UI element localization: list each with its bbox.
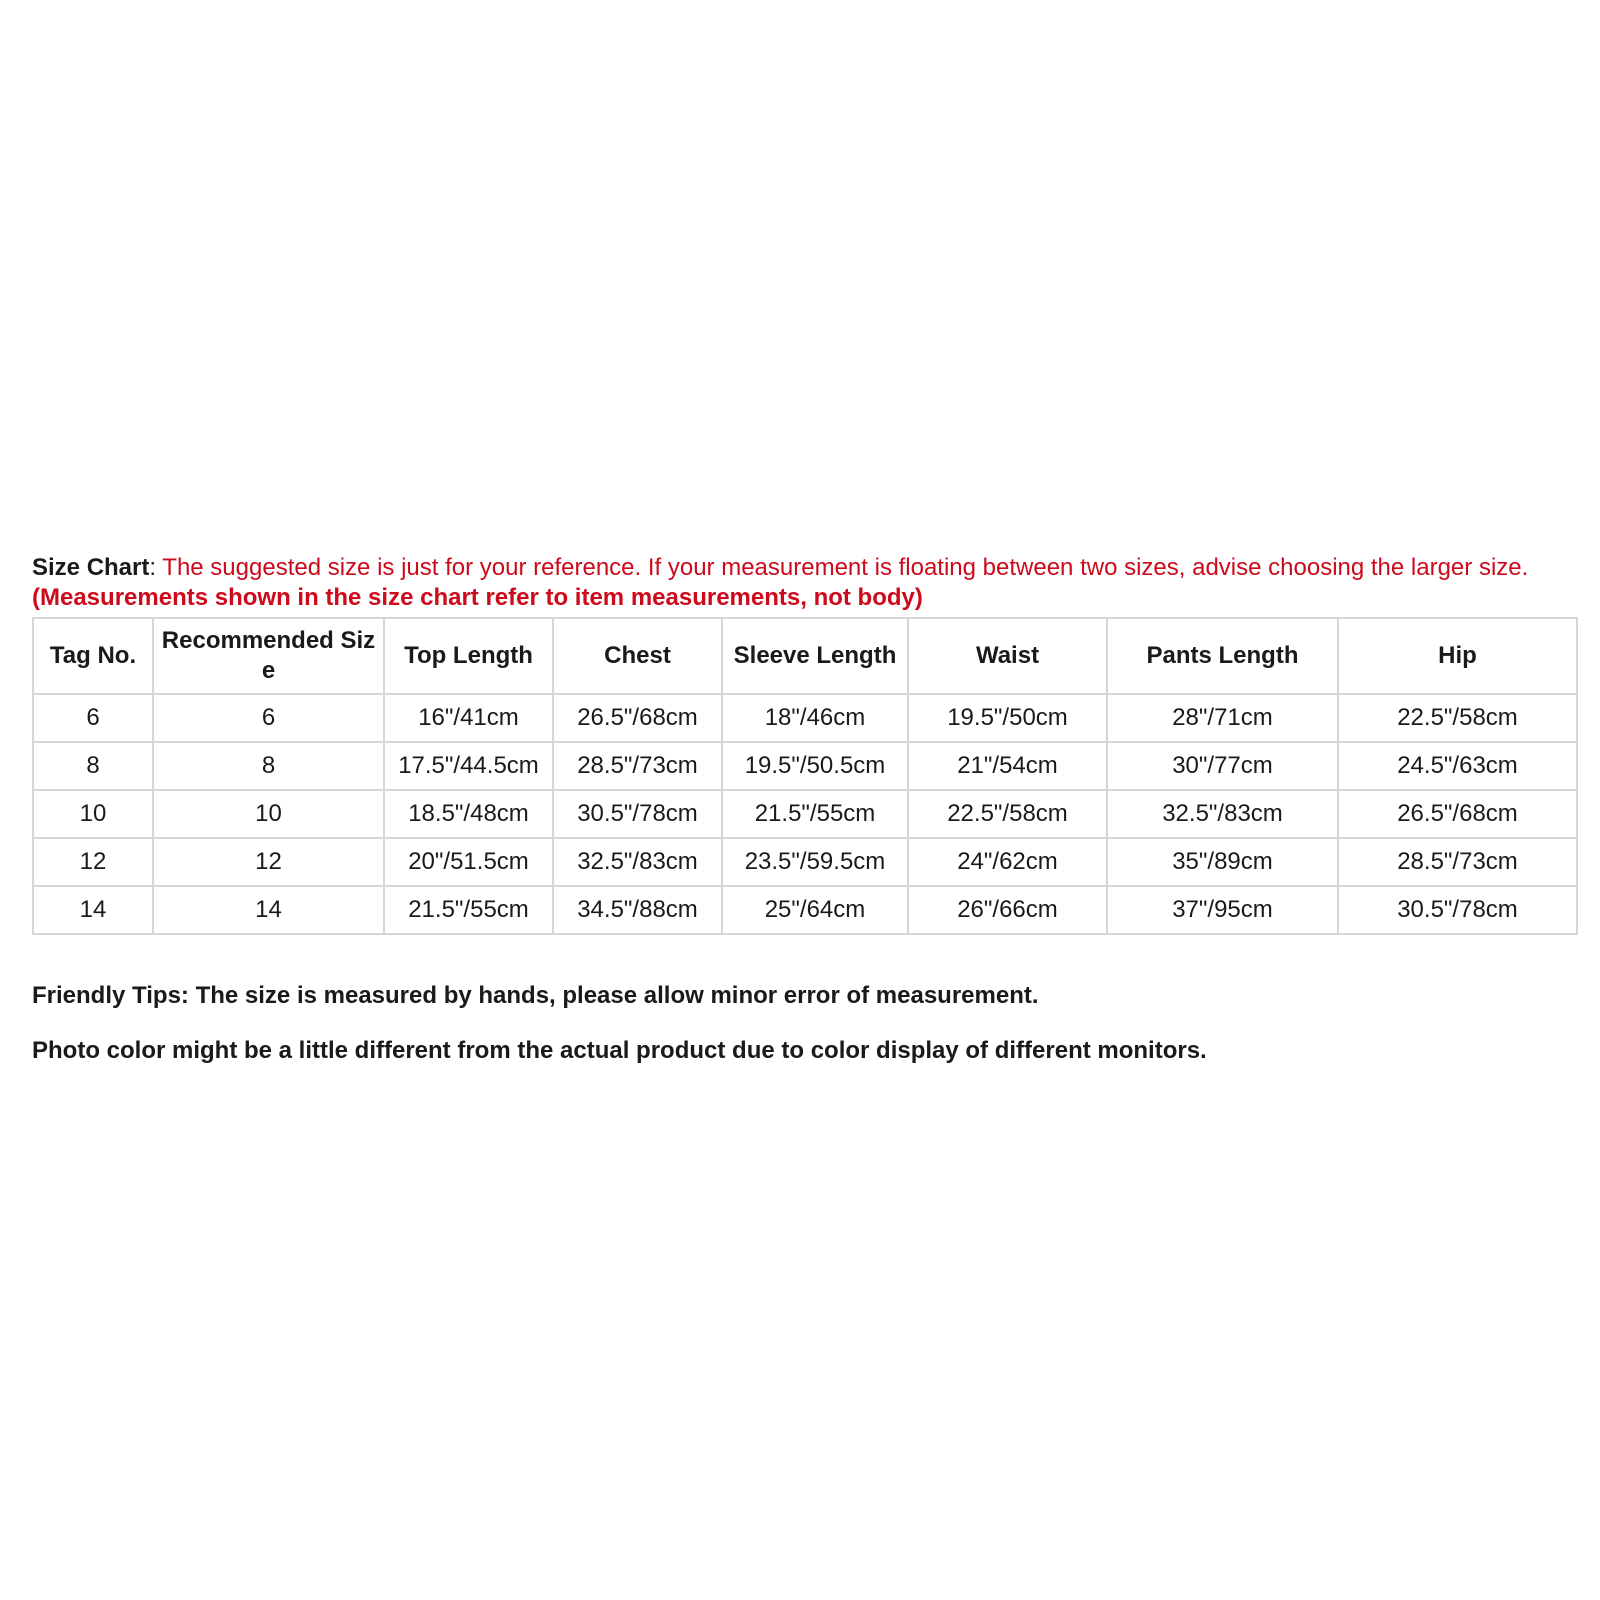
cell-waist: 24"/62cm — [908, 838, 1107, 886]
cell-chest: 26.5"/68cm — [553, 694, 722, 742]
size-chart-intro — [32, 553, 1582, 613]
cell-top-length: 16"/41cm — [384, 694, 553, 742]
cell-pants-length: 28"/71cm — [1107, 694, 1338, 742]
table-row — [33, 742, 1577, 790]
header-chest: Chest — [553, 618, 722, 694]
cell-top-length: 20"/51.5cm — [384, 838, 553, 886]
cell-recommended-size: 12 — [153, 838, 384, 886]
cell-hip: 24.5"/63cm — [1338, 742, 1577, 790]
cell-tag-no: 8 — [33, 742, 153, 790]
size-chart-table — [32, 617, 1578, 935]
cell-waist: 22.5"/58cm — [908, 790, 1107, 838]
cell-hip: 30.5"/78cm — [1338, 886, 1577, 934]
header-sleeve-length: Sleeve Length — [722, 618, 908, 694]
cell-recommended-size: 6 — [153, 694, 384, 742]
header-pants-length: Pants Length — [1107, 618, 1338, 694]
table-row — [33, 886, 1577, 934]
size-chart-colon: : — [149, 554, 157, 581]
header-hip: Hip — [1338, 618, 1577, 694]
cell-hip: 26.5"/68cm — [1338, 790, 1577, 838]
header-tag-no: Tag No. — [33, 618, 153, 694]
size-chart-label: Size Chart — [32, 554, 150, 581]
size-chart-note: (Measurements shown in the size chart refer to item measurements, not body) — [32, 584, 923, 611]
table-header-row — [33, 618, 1577, 694]
table-row — [33, 790, 1577, 838]
cell-pants-length: 32.5"/83cm — [1107, 790, 1338, 838]
cell-sleeve-length: 19.5"/50.5cm — [722, 742, 908, 790]
cell-sleeve-length: 23.5"/59.5cm — [722, 838, 908, 886]
cell-chest: 34.5"/88cm — [553, 886, 722, 934]
table-row — [33, 694, 1577, 742]
cell-waist: 21"/54cm — [908, 742, 1107, 790]
friendly-tip-measurement: Friendly Tips: The size is measured by hands, please allow minor error of measurement. — [32, 982, 1039, 1009]
cell-tag-no: 14 — [33, 886, 153, 934]
cell-recommended-size: 8 — [153, 742, 384, 790]
cell-pants-length: 30"/77cm — [1107, 742, 1338, 790]
cell-waist: 26"/66cm — [908, 886, 1107, 934]
cell-hip: 22.5"/58cm — [1338, 694, 1577, 742]
cell-sleeve-length: 18"/46cm — [722, 694, 908, 742]
cell-chest: 32.5"/83cm — [553, 838, 722, 886]
table-row — [33, 838, 1577, 886]
cell-top-length: 18.5"/48cm — [384, 790, 553, 838]
header-waist: Waist — [908, 618, 1107, 694]
cell-hip: 28.5"/73cm — [1338, 838, 1577, 886]
header-recommended-size: Recommended Size — [153, 618, 384, 694]
cell-recommended-size: 14 — [153, 886, 384, 934]
header-top-length: Top Length — [384, 618, 553, 694]
cell-tag-no: 10 — [33, 790, 153, 838]
cell-chest: 28.5"/73cm — [553, 742, 722, 790]
cell-pants-length: 37"/95cm — [1107, 886, 1338, 934]
cell-top-length: 17.5"/44.5cm — [384, 742, 553, 790]
cell-chest: 30.5"/78cm — [553, 790, 722, 838]
cell-recommended-size: 10 — [153, 790, 384, 838]
cell-tag-no: 6 — [33, 694, 153, 742]
size-chart-advice: The suggested size is just for your reference. If your measurement is floating between two sizes, advise choosing the larger size. — [156, 554, 1529, 581]
cell-sleeve-length: 25"/64cm — [722, 886, 908, 934]
friendly-tip-photo-color: Photo color might be a little different from the actual product due to color display of different monitors. — [32, 1037, 1207, 1064]
cell-tag-no: 12 — [33, 838, 153, 886]
cell-top-length: 21.5"/55cm — [384, 886, 553, 934]
cell-pants-length: 35"/89cm — [1107, 838, 1338, 886]
cell-waist: 19.5"/50cm — [908, 694, 1107, 742]
cell-sleeve-length: 21.5"/55cm — [722, 790, 908, 838]
